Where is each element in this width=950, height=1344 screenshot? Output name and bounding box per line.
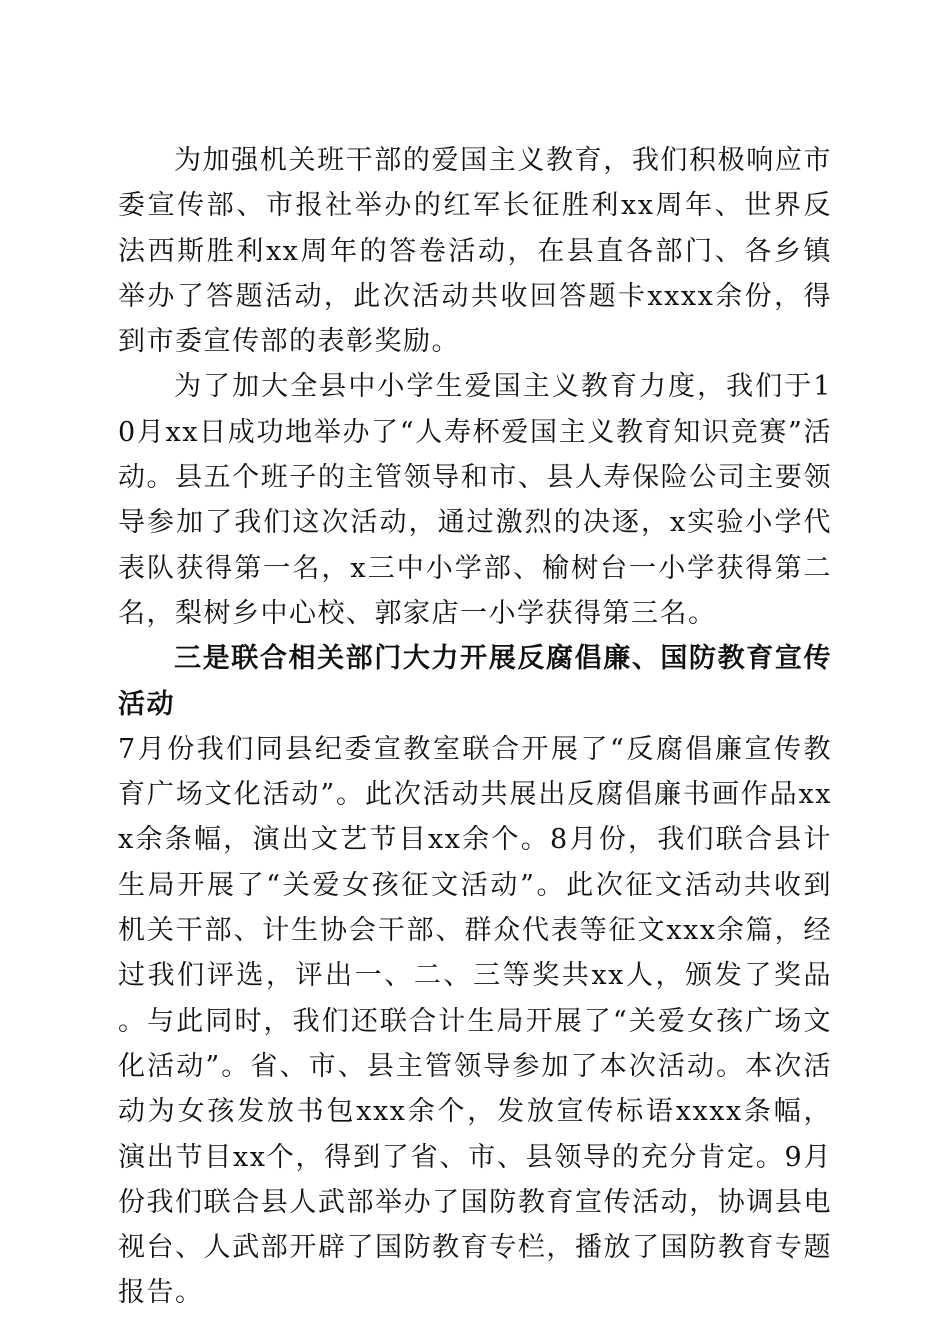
section-three bbox=[118, 636, 832, 1315]
section-three-body: 7月份我们同县纪委宣教室联合开展了“反腐倡廉宣传教育广场文化活动”。此次活动共展出反腐倡廉书画作品xxx余条幅，演出文艺节目xx余个。8月份，我们联合县计生局开展了“关爱女孩征文活动”。此次征文活动共收到机关干部、计生协会干部、群众代表等征文xxx余篇，经过我们评选，评出一、二、三等奖共xx人，颁发了奖品。与此同时，我们还联合计生局开展了“关爱女孩广场文化活动”。省、市、县主管领导参加了本次活动。本次活动为女孩发放书包xxx余个，发放宣传标语xxxx条幅，演出节目xx个，得到了省、市、县领导的充分肯定。9月份我们联合县人武部举办了国防教育宣传活动，协调县电视台、人武部开辟了国防教育专栏，播放了国防教育专题报告。 bbox=[118, 733, 832, 1309]
document-body bbox=[118, 138, 832, 1316]
paragraph-knowledge-contest: 为了加大全县中小学生爱国主义教育力度，我们于10月xx日成功地举办了“人寿杯爱国主义教育知识竞赛”活动。县五个班子的主管领导和市、县人寿保险公司主要领导参加了我们这次活动，通过激烈的决逐，x实验小学代表队获得第一名，x三中小学部、榆树台一小学获得第二名，梨树乡中心校、郭家店一小学获得第三名。 bbox=[118, 371, 832, 629]
paragraph-patriotic-quiz: 为加强机关班干部的爱国主义教育，我们积极响应市委宣传部、市报社举办的红军长征胜利xx周年、世界反法西斯胜利xx周年的答卷活动，在县直各部门、各乡镇举办了答题活动，此次活动共收回答题卡xxxx余份，得到市委宣传部的表彰奖励。 bbox=[118, 145, 832, 358]
section-three-heading: 三是联合相关部门大力开展反腐倡廉、国防教育宣传活动 bbox=[118, 643, 832, 720]
